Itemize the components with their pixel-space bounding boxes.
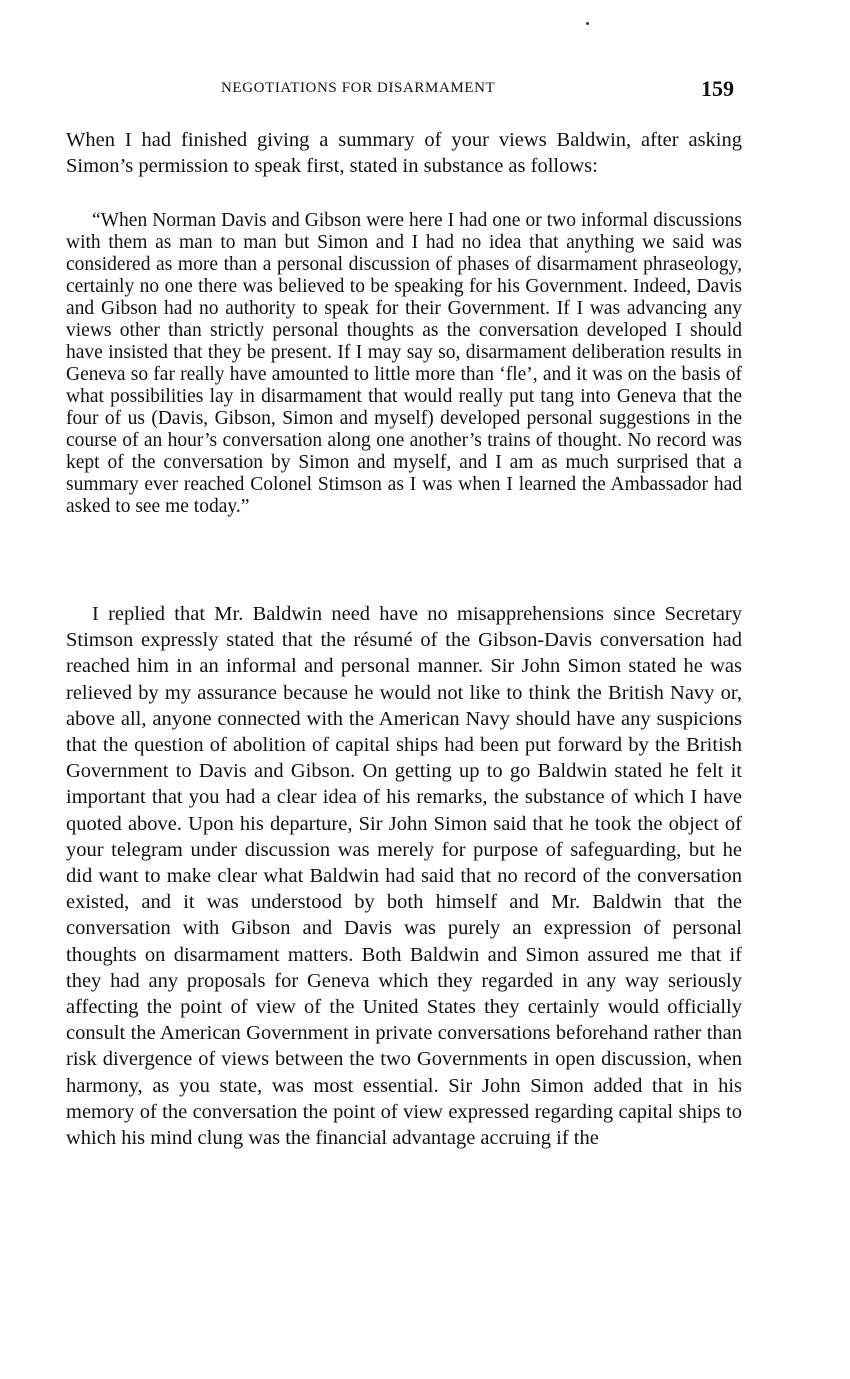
quoted-paragraph: “When Norman Davis and Gibson were here I had one or two informal discussions with them as man to man but Simon and I had no idea that anything we said was considered as more than a personal discussion of phases of disarmament phraseology, certainly no one there was believed to be speaking for his Government. Indeed, Davis and Gibson had no authority to speak for their Government. If I was advancing any views other than strictly personal thoughts as the conversation developed I should have insisted that they be present. If I may say so, disarmament deliberation results in Geneva so far really have amounted to little more than ‘fle’, and it was on the basis of what possibilities lay in disarmament that would really put tang into Geneva that the four of us (Davis, Gibson, Simon and myself) developed personal suggestions in the course of an hour’s conversation along one another’s trains of thought. No record was kept of the conversation by Simon and myself, and I am as much surprised that a summary ever reached Colonel Stimson as I was when I learned the Ambassador had asked to see me today.” (66, 210, 742, 517)
reply-paragraph: I replied that Mr. Baldwin need have no misapprehensions since Secretary Stimson expressly stated that the résumé of the Gibson-Davis conversation had reached him in an informal and personal manner. Sir John Simon stated he was relieved by my assurance because he would not like to think the British Navy or, above all, anyone connected with the American Navy should have any suspicions that the question of abolition of capital ships had been put forward by the British Government to Davis and Gibson. On getting up to go Baldwin stated he felt it important that you had a clear idea of his remarks, the substance of which I have quoted above. Upon his departure, Sir John Simon said that he took the object of your telegram under discussion was merely for purpose of safeguarding, but he did want to make clear what Baldwin had said that no record of the conversation existed, and it was understood by both himself and Mr. Baldwin that the conversation with Gibson and Davis was purely an expression of personal thoughts on disarmament matters. Both Baldwin and Simon assured me that if they had any proposals for Geneva which they regarded in any way seriously affecting the point of view of the United States they certainly would officially consult the American Government in private conversations beforehand rather than risk divergence of views between the two Governments in open discussion, when harmony, as you state, was most essential. Sir John Simon added that in his memory of the conversation the point of view expressed regarding capital ships to which his mind clung was the financial advantage accruing if the (66, 603, 742, 1150)
print-speck (586, 22, 589, 25)
intro-paragraph: When I had finished giving a summary of your views Baldwin, after asking Simon’s permission to speak first, stated in substance as follows: (66, 129, 742, 177)
page-number: 159 (701, 76, 734, 101)
page-header (66, 76, 742, 104)
running-title: NEGOTIATIONS FOR DISARMAMENT (221, 80, 496, 96)
